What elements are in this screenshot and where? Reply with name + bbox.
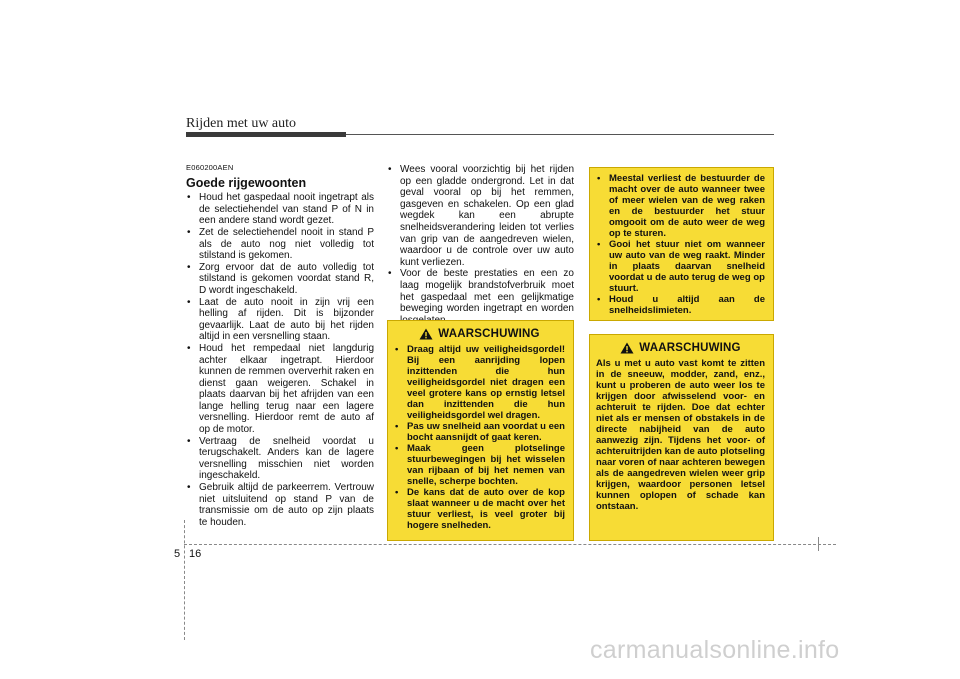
warning-header [596,342,765,354]
caution-list [596,173,765,316]
list-item: • Laat de auto nooit in zijn vrij een helling af rijden. Dit is bijzonder gevaarlijk. Laat de auto bij het rijden altijd in een versnelling staan. [186,297,374,343]
warning-triangle-icon [620,342,634,354]
list-item: • Meestal verliest de bestuurder de macht over de auto wanneer twee of meer wielen van de weg raken en de bestuurder het stuur omgooit om de auto weer de weg op te sturen. [596,173,765,239]
caution-box-steering [589,167,774,321]
list-item: • Vertraag de snelheid voordat u terugschakelt. Anders kan de lagere versnelling misschien niet worden ingeschakeld. [186,436,374,482]
warning-text: Als u met u auto vast komt te zitten in de sneeuw, modder, zand, enz., kunt u proberen de auto weer los te krijgen door afwisselend voor- en achteruit te rijden. Doe dat echter niet als er mensen of obstakels in de directe nabijheid van de auto aanwezig zijn. Tijdens het voor- of achteruitrijden kan de auto plotseling naar voren of naar achteren bewegen als de aangedreven wielen weer grip krijgen, waardoor personen letsel kunnen oplopen of schade kan ontstaan. [596,358,765,512]
watermark: carmanualsonline.info [590,636,840,664]
middle-column [387,164,574,326]
list-item: • Pas uw snelheid aan voordat u een bocht aansnijdt of gaat keren. [394,421,565,443]
header-bar [186,132,346,137]
header-rule [346,134,774,135]
list-item: • Houd het rempedaal niet langdurig achter elkaar ingetrapt. Hierdoor kunnen de remmen oververhit raken en dienst gaan weigeren. Schakel in plaats daarvan bij het afrijden van een lange helling terug naar een lagere versnelling. Hierdoor remt de auto af op de motor. [186,343,374,436]
list-item: • Draag altijd uw veiligheidsgordel! Bij een aanrijding lopen inzittenden die hun veiligheidsgordel niet dragen een veel grotere kans op ernstig letsel dan inzittenden die hun veiligheidsgordel wel dragen. [394,344,565,421]
warning-box-seatbelt [387,320,574,541]
section-number: 5 [174,548,181,560]
warning-triangle-icon [419,328,433,340]
warning-title: WAARSCHUWING [639,341,741,354]
warning-list [394,344,565,531]
list-item: • Zet de selectiehendel nooit in stand P als de auto nog niet volledig tot stilstand is gekomen. [186,227,374,262]
list-item: • Zorg ervoor dat de auto volledig tot stilstand is gekomen voordat stand R, D wordt ingeschakeld. [186,262,374,297]
section-title: Goede rijgewoonten [186,175,307,190]
list-item: • Gooi het stuur niet om wanneer uw auto van de weg raakt. Minder in plaats daarvan snelheid voordat u de auto terug de weg op stuurt. [596,239,765,294]
list-item: • Gebruik altijd de parkeerrem. Vertrouw niet uitsluitend op stand P van de transmissie om de auto op zijn plaats te houden. [186,482,374,528]
section-code: E060200AEN [186,163,234,172]
warning-header [394,328,565,340]
middle-list [387,164,574,326]
warning-title: WAARSCHUWING [438,327,540,340]
list-item: • Houd het gaspedaal nooit ingetrapt als de selectiehendel van stand P of N in een andere stand wordt gezet. [186,192,374,227]
driving-habits-list [186,192,374,528]
list-item: • Houd u altijd aan de snelheidslimieten. [596,294,765,316]
list-item: • Wees vooral voorzichtig bij het rijden op een gladde ondergrond. Let in dat geval vooral op bij het remmen, gasgeven en schakelen. Op een glad wegdek kan een abrupte snelheidsverandering leiden tot verlies van grip van de aangedreven wielen, waardoor u de controle over uw auto kunt verliezen. [387,164,574,268]
warning-box-stuck [589,334,774,541]
footer-tick [818,537,819,551]
list-item: • Voor de beste prestaties en een zo laag mogelijk brandstofverbruik moet het gaspedaal met een gelijkmatige beweging worden ingetrapt en worden [387,268,574,326]
footer-rule [184,544,836,545]
page-number: 16 [189,548,202,560]
page-header-title: Rijden met uw auto [186,116,297,131]
list-item: • De kans dat de auto over de kop slaat wanneer u de macht over het stuur verliest, is veel groter bij hogere snelheden. [394,487,565,531]
footer-vertical-rule [184,520,185,640]
left-column [186,162,374,528]
list-item: • Maak geen plotselinge stuurbewegingen bij het wisselen van rijbaan of bij het nemen van snelle, scherpe bochten. [394,443,565,487]
